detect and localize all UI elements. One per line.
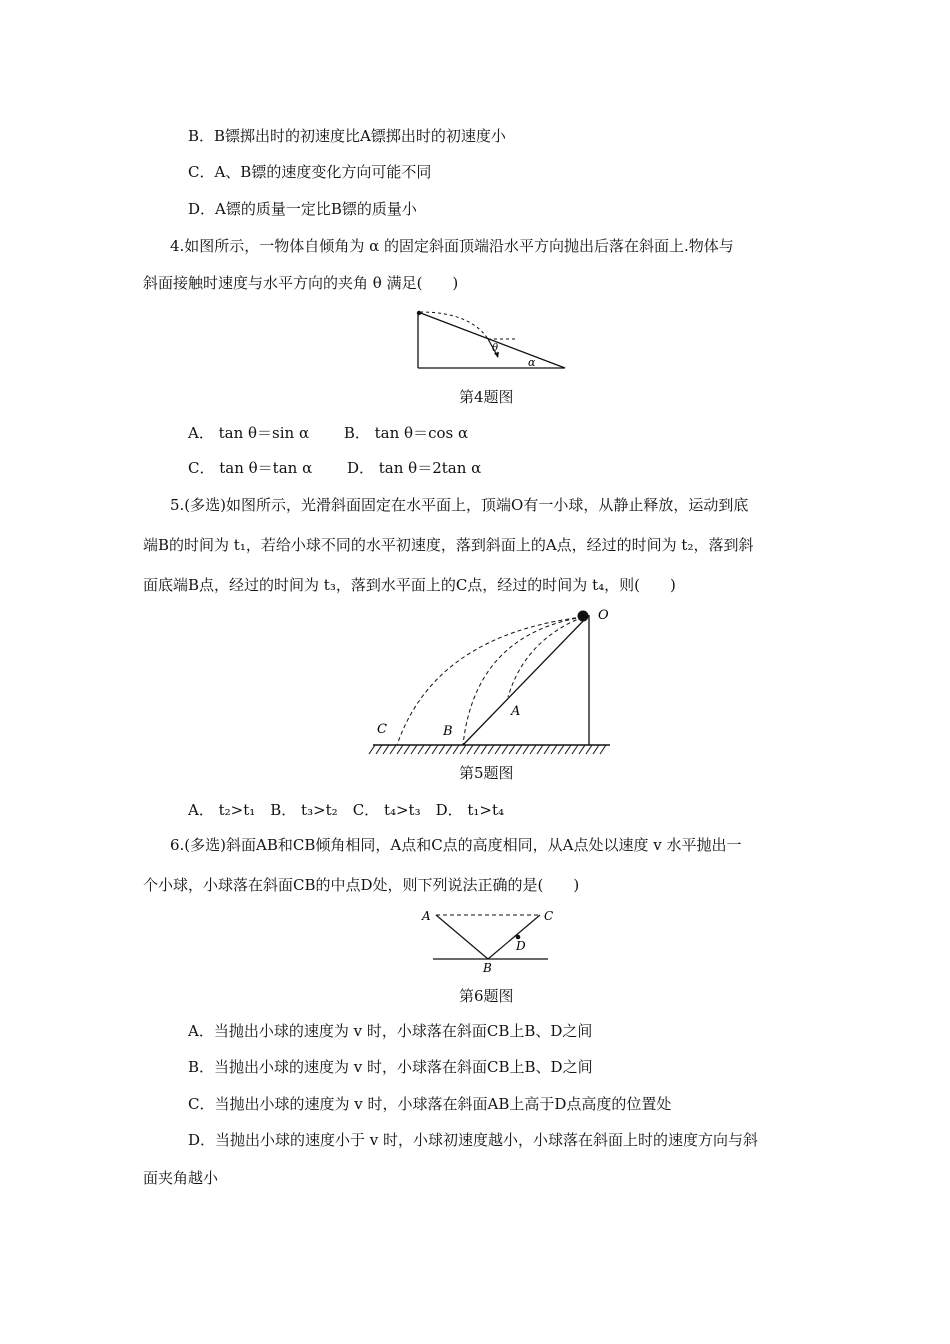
q5-path-to-c: [397, 617, 583, 745]
q5-stem-line3: 面底端B点，经过的时间为 t₃，落到水平面上的C点，经过的时间为 t₄，则( ): [143, 576, 676, 594]
q5-label-b: B: [443, 724, 453, 739]
q5-incline: [463, 617, 587, 745]
q6-option-b: B．当抛出小球的速度为 v 时，小球落在斜面CB上B、D之间: [188, 1058, 593, 1076]
q5-caption: 第5题图: [459, 764, 514, 782]
q5-path-to-a: [508, 617, 583, 697]
q4-stem-line1: 4.如图所示，一物体自倾角为 α 的固定斜面顶端沿水平方向抛出后落在斜面上.物体与: [170, 237, 734, 255]
q6-label-b: B: [483, 961, 492, 975]
q4-ball: [417, 311, 421, 315]
q5-ground-hatch: [369, 745, 606, 754]
q6-option-d-line2: 面夹角越小: [143, 1169, 219, 1187]
q6-label-c: C: [544, 909, 554, 923]
q4-options-row2: C． tan θ＝tan α D． tan θ＝2tan α: [188, 459, 482, 477]
q4-caption: 第4题图: [459, 388, 514, 406]
q5-stem-line2: 端B的时间为 t₁，若给小球不同的水平初速度，落到斜面上的A点，经过的时间为 t₂，落到斜: [143, 536, 754, 554]
q6-stem-line1: 6.(多选)斜面AB和CB倾角相同，A点和C点的高度相同，从A点处以速度 v 水平抛出一: [170, 836, 742, 854]
q4-label-theta: θ: [492, 343, 499, 354]
q3-option-b: B．B镖掷出时的初速度比A镖掷出时的初速度小: [188, 127, 506, 145]
q5-ball: [578, 611, 589, 622]
q6-label-a: A: [422, 909, 431, 923]
q4-label-alpha: α: [528, 356, 536, 369]
q6-option-c: C．当抛出小球的速度为 v 时，小球落在斜面AB上高于D点高度的位置处: [188, 1095, 672, 1113]
q6-label-d: D: [516, 939, 526, 953]
q6-caption: 第6题图: [459, 987, 514, 1005]
q4-stem-line2: 斜面接触时速度与水平方向的夹角 θ 满足( ): [143, 274, 459, 292]
q5-options: A． t₂>t₁ B． t₃>t₂ C． t₄>t₃ D． t₁>t₄: [188, 801, 505, 819]
q5-label-c: C: [377, 722, 387, 737]
q6-option-d-line1: D．当抛出小球的速度小于 v 时，小球初速度越小，小球落在斜面上时的速度方向与斜: [188, 1131, 759, 1149]
q6-incline-ab: [436, 915, 488, 959]
q5-label-o: O: [598, 608, 609, 623]
q6-figure: [418, 905, 558, 977]
q4-options-row1: A． tan θ＝sin α B． tan θ＝cos α: [188, 424, 469, 442]
q4-incline: [418, 312, 565, 368]
q3-option-c: C．A、B镖的速度变化方向可能不同: [188, 163, 432, 181]
q4-figure: [410, 308, 570, 373]
q6-option-a: A．当抛出小球的速度为 v 时，小球落在斜面CB上B、D之间: [188, 1022, 593, 1040]
q3-option-d: D．A镖的质量一定比B镖的质量小: [188, 200, 417, 218]
q6-stem-line2: 个小球，小球落在斜面CB的中点D处，则下列说法正确的是( ): [143, 876, 580, 894]
q6-incline-cb: [488, 915, 540, 959]
q5-label-a: A: [511, 704, 521, 719]
q5-stem-line1: 5.(多选)如图所示，光滑斜面固定在水平面上，顶端O有一小球，从静止释放，运动到底: [170, 496, 749, 514]
q5-figure: [365, 605, 615, 760]
